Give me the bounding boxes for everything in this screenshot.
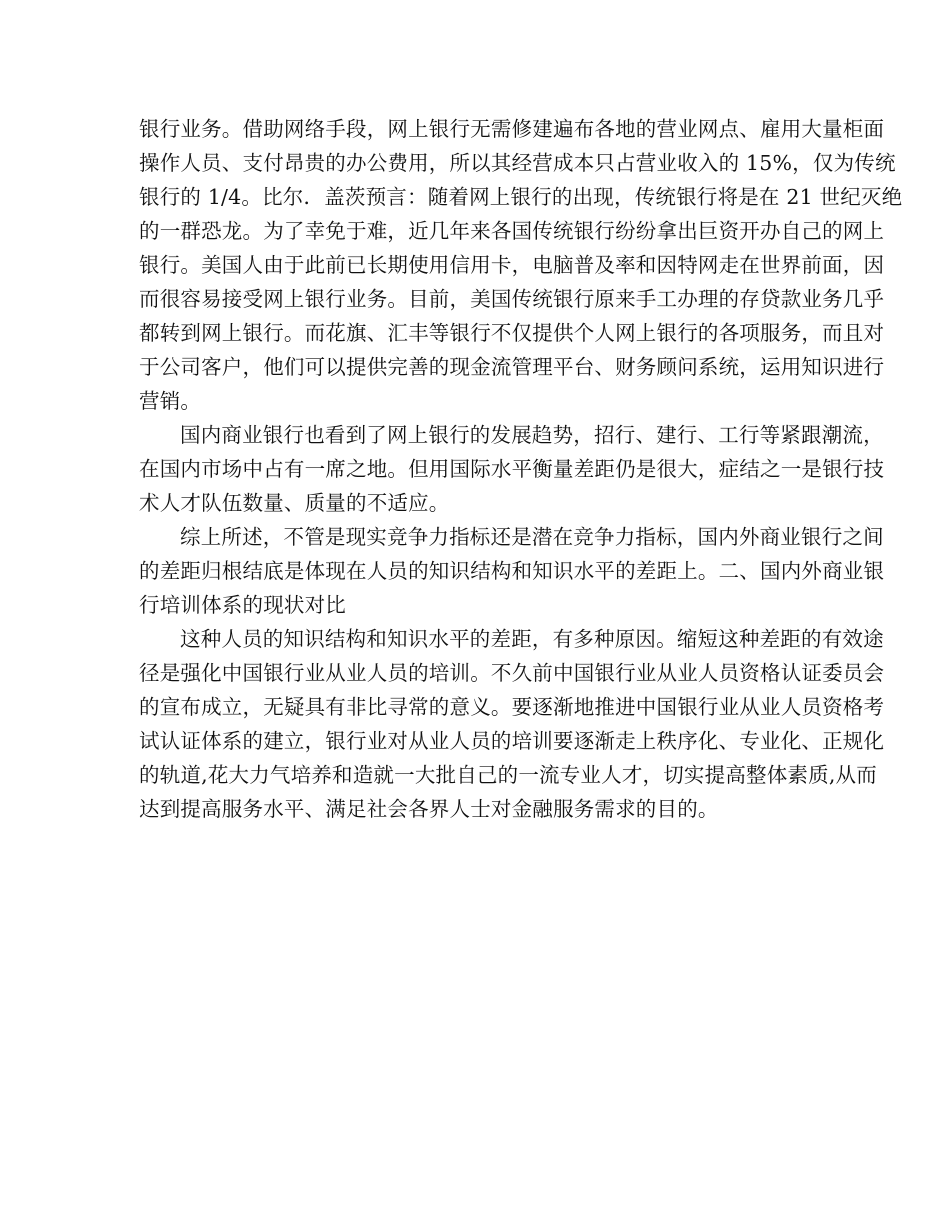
text-line: 的宣布成立，无疑具有非比寻常的意义。要逐渐地推进中国银行业从业人员资格考 <box>139 695 885 719</box>
paragraph-online-banking <box>139 112 903 418</box>
text-line: 于公司客户，他们可以提供完善的现金流管理平台、财务顾问系统，运用知识进行 <box>139 355 885 379</box>
document-body <box>139 112 903 826</box>
paragraph-domestic-banks <box>139 418 885 520</box>
paragraph-training <box>139 622 885 826</box>
text-line: 营销。 <box>139 389 202 413</box>
text-line: 这种人员的知识结构和知识水平的差距，有多种原因。缩短这种差距的有效途 <box>180 627 884 651</box>
text-line: 而很容易接受网上银行业务。目前，美国传统银行原来手工办理的存贷款业务几乎 <box>139 287 885 311</box>
text-line: 综上所述，不管是现实竞争力指标还是潜在竞争力指标，国内外商业银行之间 <box>180 525 884 549</box>
text-line: 在国内市场中占有一席之地。但用国际水平衡量差距仍是很大，症结之一是银行技 <box>139 457 885 481</box>
text-line: 的差距归根结底是体现在人员的知识结构和知识水平的差距上。二、国内外商业银 <box>139 559 885 583</box>
text-line: 径是强化中国银行业从业人员的培训。不久前中国银行业从业人员资格认证委员会 <box>139 661 885 685</box>
text-line: 银行的 1/4。比尔．盖茨预言：随着网上银行的出现，传统银行将是在 21 世纪灭绝 <box>139 185 903 209</box>
text-line: 都转到网上银行。而花旗、汇丰等银行不仅提供个人网上银行的各项服务，而且对 <box>139 321 885 345</box>
text-line: 行培训体系的现状对比 <box>139 593 346 617</box>
text-line: 术人才队伍数量、质量的不适应。 <box>139 491 450 515</box>
text-line: 达到提高服务水平、满足社会各界人士对金融服务需求的目的。 <box>139 797 719 821</box>
text-line: 银行。美国人由于此前已长期使用信用卡，电脑普及率和因特网走在世界前面，因 <box>139 253 885 277</box>
text-line: 银行业务。借助网络手段，网上银行无需修建遍布各地的营业网点、雇用大量柜面 <box>139 117 885 141</box>
text-line: 操作人员、支付昂贵的办公费用，所以其经营成本只占营业收入的 15%，仅为传统 <box>139 151 896 175</box>
paragraph-summary <box>139 520 885 622</box>
text-line: 试认证体系的建立，银行业对从业人员的培训要逐渐走上秩序化、专业化、正规化 <box>139 729 885 753</box>
text-line: 的轨道,花大力气培养和造就一大批自己的一流专业人才，切实提高整体素质,从而 <box>139 763 877 787</box>
text-line: 国内商业银行也看到了网上银行的发展趋势，招行、建行、工行等紧跟潮流， <box>180 423 884 447</box>
text-line: 的一群恐龙。为了幸免于难，近几年来各国传统银行纷纷拿出巨资开办自己的网上 <box>139 219 885 243</box>
